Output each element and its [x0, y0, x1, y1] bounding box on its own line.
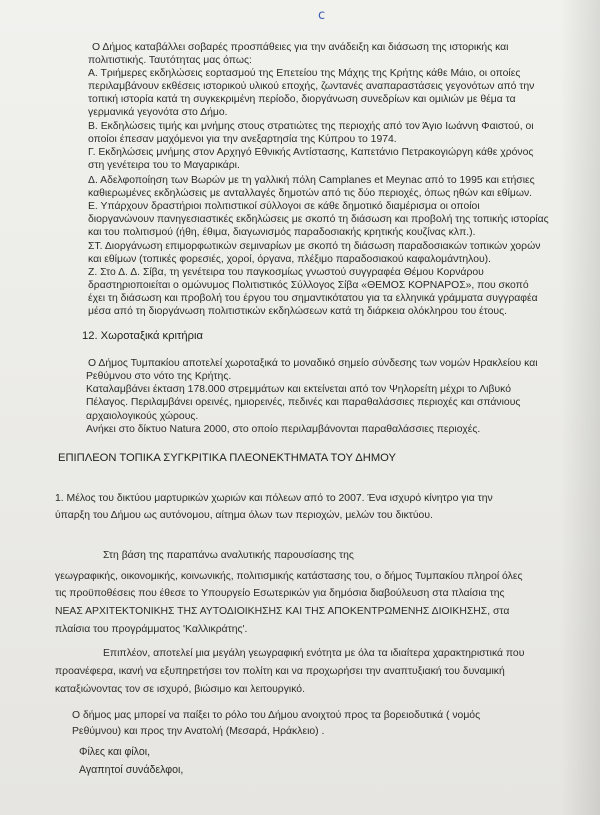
- role-line-1: Ο δήμος μας μπορεί να παίξει το ρόλο του Δήμου ανοιχτού προς τα βορειοδυτικά ( νομός: [72, 710, 481, 721]
- basis-line-1: Στη βάση της παραπάνω αναλυτικής παρουσίασης της: [103, 550, 354, 561]
- intro-line-13: Ε. Υπάρχουν δραστήριοι πολιτιστικοί σύλλογοι σε κάθε δημοτικό διαμέρισμα οι οποίοι: [88, 201, 480, 212]
- spatial-line-2: Ρεθύμνου στο νότο της Κρήτης.: [86, 371, 232, 382]
- page-mark: c: [318, 8, 326, 23]
- intro-line-3: Α. Τριήμερες εκδηλώσεις εορτασμού της Επετείου της Μάχης της Κρήτης κάθε Μάιο, οι οποίες: [88, 68, 521, 79]
- closing-line-1: Φίλες και φίλοι,: [79, 746, 151, 758]
- intro-line-20: έχει τη διάσωση και προβολή του έργου του σημαντικότατου για τα ελληνικά γράμματα συγγραφέα: [88, 293, 538, 304]
- intro-line-15: και του πολιτισμού (ήθη, έθιμα, διαγωνισμός παραδοσιακής κρητικής κουζίνας κλπ.).: [88, 227, 476, 238]
- intro-line-6: γερμανικά γεγονότα στο Δήμο.: [88, 107, 228, 118]
- moreover-line-3: καταξιώνοντας τον σε ισχυρό, βιώσιμο και λειτουργικό.: [55, 684, 305, 695]
- advantages-heading: ΕΠΙΠΛΕΟΝ ΤΟΠΙΚΑ ΣΥΓΚΡΙΤΙΚΑ ΠΛΕΟΝΕΚΤΗΜΑΤΑ ΤΟΥ ΔΗΜΟΥ: [58, 452, 396, 464]
- intro-line-9: Γ. Εκδηλώσεις μνήμης στον Αρχηγό Εθνικής Αντίστασης, Καπετάνιο Πετρακογιώργη κάθε χρόνος: [88, 147, 534, 158]
- spatial-line-4: Πέλαγος. Περιλαμβάνει ορεινές, ημιορεινές, πεδινές και παραθαλάσσιες περιοχές και σπάνιους: [86, 397, 521, 408]
- moreover-line-2: προανέφερα, ικανή να εξυπηρετήσει τον πολίτη και να προχωρήσει την αναπτυξιακή του δυναμική: [55, 666, 505, 677]
- intro-line-19: δραστηριοποιείται ο ομώνυμος Πολιτιστικός Σύλλογος Σίβα «ΘΕΜΟΣ ΚΟΡΝΑΡΟΣ», που σκοπό: [88, 280, 529, 291]
- intro-line-21: μέσα από τη διοργάνωση πολιτιστικών εκδηλώσεων κατά τη διάρκεια ολόκληρου του έτους.: [88, 306, 507, 317]
- section-12-heading: 12. Χωροταξικά κριτήρια: [82, 330, 203, 342]
- spatial-line-5: αρχαιολογικούς χώρους.: [86, 411, 199, 422]
- closing-line-2: Αγαπητοί συνάδελφοι,: [79, 764, 184, 776]
- spatial-line-1: Ο Δήμος Τυμπακίου αποτελεί χωροταξικά το μοναδικό σημείο σύνδεσης των νομών Ηρακλείου και: [88, 358, 538, 369]
- spatial-line-3: Καταλαμβάνει έκταση 178.000 στρεμμάτων και εκτείνεται από τον Ψηλορείτη μέχρι το Λιβυκό: [86, 384, 511, 395]
- basis-line-2: γεωγραφικής, οικονομικής, κοινωνικής, πολιτισμικής κατάστασης του, ο δήμος Τυμπακίου πληροί όλες: [55, 571, 523, 582]
- item-1-line-1: 1. Μέλος του δικτύου μαρτυρικών χωριών και πόλεων από το 2007. Ένα ισχυρό κίνητρο για την: [55, 493, 493, 504]
- intro-line-11: Δ. Αδελφοποίηση των Βωρών με τη γαλλική πόλη Camplanes et Meynac από το 1995 και ετήσιες: [88, 175, 535, 186]
- intro-line-12: καθιερωμένες εκδηλώσεις με ανταλλαγές δημοτών από τις δύο περιοχές, όπως ηθών και εθίμων.: [88, 188, 533, 199]
- spatial-line-6: Ανήκει στο δίκτυο Natura 2000, στο οποίο περιλαμβάνονται παραθαλάσσιες περιοχές.: [86, 424, 481, 435]
- intro-line-16: ΣΤ. Διοργάνωση επιμορφωτικών σεμιναρίων με σκοπό τη διάσωση παραδοσιακών τοπικών χορών: [88, 241, 541, 252]
- basis-line-5: πλαίσια του προγράμματος 'Καλλικράτης'.: [55, 624, 248, 635]
- intro-line-14: διοργανώνουν πανηγεσιαστικές εκδηλώσεις με σκοπό τη διάσωση και προβολή της τοπικής ιστορίας: [88, 214, 549, 225]
- intro-line-10: στη γενέτειρα του το Μαγαρικάρι.: [88, 160, 240, 171]
- intro-line-7: Β. Εκδηλώσεις τιμής και μνήμης στους στρατιώτες της περιοχής από τον Άγιο Ιωάννη Φαιστού, οι: [88, 121, 534, 132]
- role-line-2: Ρεθύμνου) και προς την Ανατολή (Μεσαρά, Ηράκλειο) .: [72, 726, 325, 737]
- intro-line-18: Ζ. Στο Δ. Δ. Σίβα, τη γενέτειρα του παγκοσμίως γνωστού συγγραφέα Θέμου Κορνάρου: [88, 267, 484, 278]
- basis-line-4: ΝΕΑΣ ΑΡΧΙΤΕΚΤΟΝΙΚΗΣ ΤΗΣ ΑΥΤΟΔΙΟΙΚΗΣΗΣ ΚΑΙ ΤΗΣ ΑΠΟΚΕΝΤΡΩΜΕΝΗΣ ΔΙΟΙΚΗΣΗΣ, στα: [55, 606, 510, 617]
- page-edge-shadow: [560, 0, 600, 815]
- intro-line-8: οποίοι έπεσαν μαχόμενοι για την ανεξαρτησία της Κύπρου το 1974.: [88, 134, 397, 145]
- item-1-line-2: ύπαρξη του Δήμου ως αυτόνομου, αίτημα όλων των περιοχών, μελών του δικτύου.: [55, 510, 433, 521]
- intro-line-5: τοπική ιστορία κατά τη συγκεκριμένη περίοδο, διοργάνωση συνεδρίων και ομιλιών με θέμα τα: [88, 94, 516, 105]
- intro-line-17: και εθίμων (τοπικές φορεσιές, χοροί, όργανα, πλέξιμο παραδοσιακού καφαλομάντηλου).: [88, 254, 492, 265]
- intro-line-1: Ο Δήμος καταβάλλει σοβαρές προσπάθειες για την ανάδειξη και διάσωση της ιστορικής και: [92, 42, 509, 53]
- basis-line-3: τις προϋποθέσεις που έθεσε το Υπουργείο Εσωτερικών για δημόσια διαβούλευση στα πλαίσια της: [55, 588, 505, 599]
- moreover-line-1: Επιπλέον, αποτελεί μια μεγάλη γεωγραφική ενότητα με όλα τα ιδιαίτερα χαρακτηριστικά που: [103, 648, 525, 659]
- intro-line-4: περιλαμβάνουν εκθέσεις ιστορικού υλικού εποχής, ζωντανές αναπαραστάσεις γεγονότων από την: [88, 81, 535, 92]
- intro-line-2: πολιτιστικής. Ταυτότητας μας όπως:: [88, 55, 252, 66]
